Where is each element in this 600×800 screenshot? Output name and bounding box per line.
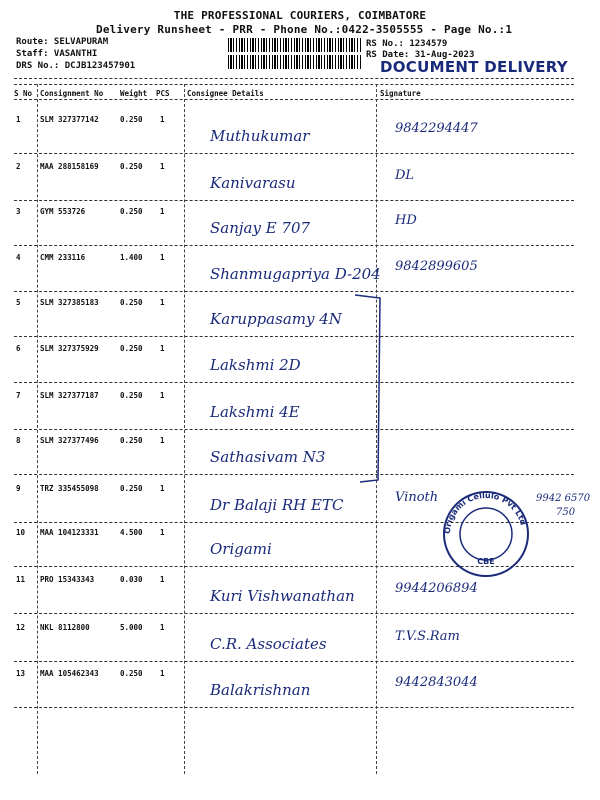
row-pcs: 1 <box>160 298 165 307</box>
row-sno: 2 <box>16 162 21 171</box>
row-signature-handwritten: 9842899605 <box>395 259 478 274</box>
row-signature-handwritten: 9842294447 <box>395 121 478 136</box>
row-consignment-no: MAA 104123331 <box>40 528 99 537</box>
row-weight: 0.250 <box>120 669 143 678</box>
row-consignee-handwritten: C.R. Associates <box>210 635 327 653</box>
row-consignee-handwritten: Sathasivam N3 <box>210 448 326 466</box>
row-sno: 6 <box>16 344 21 353</box>
row-consignee-handwritten: Sanjay E 707 <box>210 219 311 237</box>
row-pcs: 1 <box>160 623 165 632</box>
row-weight: 0.250 <box>120 436 143 445</box>
row-sno: 12 <box>16 623 26 632</box>
row-signature-handwritten: 9442843044 <box>395 675 478 690</box>
row-consignment-no: SLM 327377187 <box>40 391 99 400</box>
row-consignment-no: NKL 8112800 <box>40 623 90 632</box>
row-separator <box>14 429 574 430</box>
col-consignment: Consignment No <box>40 89 104 98</box>
company-title: THE PROFESSIONAL COURIERS, COIMBATORE <box>173 9 427 22</box>
row-weight: 4.500 <box>120 528 143 537</box>
row-consignment-no: SLM 327385183 <box>40 298 99 307</box>
row-consignment-no: MAA 288158169 <box>40 162 99 171</box>
svg-text:Origami Cellulo Pvt Ltd <box>443 491 528 534</box>
row-weight: 0.250 <box>120 115 143 124</box>
row-signature-handwritten: DL <box>395 168 415 183</box>
col-sno: S No <box>14 89 33 98</box>
stamp-icon <box>440 488 532 580</box>
company-stamp <box>440 488 532 580</box>
row-separator <box>14 707 574 708</box>
row-consignee-handwritten: Lakshmi 2D <box>210 356 301 374</box>
separator <box>14 99 574 100</box>
row-pcs: 1 <box>160 528 165 537</box>
row-pcs: 1 <box>160 207 165 216</box>
row-weight: 0.030 <box>120 575 143 584</box>
separator <box>14 78 574 79</box>
row-consignee-handwritten: Muthukumar <box>210 127 310 145</box>
row-consignment-no: PRO 15343343 <box>40 575 95 584</box>
row-pcs: 1 <box>160 162 165 171</box>
row-sno: 1 <box>16 115 21 124</box>
row-separator <box>14 245 574 246</box>
runsheet-line: Delivery Runsheet - PRR - Phone No.:0422-3505555 - Page No.:1 <box>96 23 513 36</box>
col-consignee: Consignee Details <box>187 89 264 98</box>
row-weight: 5.000 <box>120 623 143 632</box>
row-sno: 7 <box>16 391 21 400</box>
row-weight: 0.250 <box>120 298 143 307</box>
row-sno: 3 <box>16 207 21 216</box>
col-weight: Weight <box>120 89 148 98</box>
row-separator <box>14 200 574 201</box>
row-pcs: 1 <box>160 391 165 400</box>
row-separator <box>14 661 574 662</box>
row-separator <box>14 382 574 383</box>
rs-date: RS Date: 31-Aug-2023 <box>366 50 475 60</box>
handwritten-note: 9942 6570 <box>536 493 591 504</box>
row-pcs: 1 <box>160 484 165 493</box>
row-pcs: 1 <box>160 575 165 584</box>
row-sno: 13 <box>16 669 26 678</box>
row-sno: 5 <box>16 298 21 307</box>
drs-label: DRS No.: DCJB123457901 <box>16 61 136 71</box>
row-consignee-handwritten: Lakshmi 4E <box>210 403 300 421</box>
row-separator <box>14 336 574 337</box>
row-sno: 8 <box>16 436 21 445</box>
row-signature-handwritten: HD <box>395 213 417 228</box>
staff-label: Staff: VASANTHI <box>16 49 98 59</box>
row-consignee-handwritten: Kanivarasu <box>210 174 296 192</box>
handwritten-note: 750 <box>556 507 576 518</box>
row-signature-handwritten: Vinoth <box>395 490 439 505</box>
row-pcs: 1 <box>160 115 165 124</box>
route-label: Route: SELVAPURAM <box>16 37 109 47</box>
row-consignee-handwritten: Origami <box>210 540 272 558</box>
row-sno: 4 <box>16 253 21 262</box>
stamp-inner-text: CBE <box>477 557 495 566</box>
row-separator <box>14 474 574 475</box>
row-consignee-handwritten: Balakrishnan <box>210 681 311 699</box>
stamp-outer-text: Origami Cellulo Pvt Ltd <box>442 490 528 535</box>
row-pcs: 1 <box>160 436 165 445</box>
row-weight: 0.250 <box>120 344 143 353</box>
row-consignee-handwritten: Dr Balaji RH ETC <box>210 496 344 514</box>
row-consignment-no: TRZ 335455098 <box>40 484 99 493</box>
barcode-top <box>228 38 362 52</box>
row-weight: 0.250 <box>120 207 143 216</box>
row-pcs: 1 <box>160 669 165 678</box>
row-separator <box>14 613 574 614</box>
row-weight: 1.400 <box>120 253 143 262</box>
row-sno: 11 <box>16 575 26 584</box>
row-pcs: 1 <box>160 344 165 353</box>
separator <box>14 84 574 85</box>
row-consignment-no: SLM 327375929 <box>40 344 99 353</box>
col-signature: Signature <box>380 89 421 98</box>
rs-number: RS No.: 1234579 <box>366 39 448 49</box>
row-weight: 0.250 <box>120 162 143 171</box>
row-consignment-no: MAA 105462343 <box>40 669 99 678</box>
row-consignment-no: GYM 553726 <box>40 207 86 216</box>
row-consignment-no: SLM 327377496 <box>40 436 99 445</box>
row-sno: 10 <box>16 528 26 537</box>
row-consignee-handwritten: Kuri Vishwanathan <box>210 587 355 605</box>
delivery-type-stamp: DOCUMENT DELIVERY <box>380 58 568 76</box>
row-weight: 0.250 <box>120 391 143 400</box>
row-separator <box>14 153 574 154</box>
row-consignment-no: CMM 233116 <box>40 253 86 262</box>
col-pcs: PCS <box>156 89 170 98</box>
row-consignment-no: SLM 327377142 <box>40 115 99 124</box>
bracket-mark-icon <box>350 290 390 490</box>
row-consignee-handwritten: Shanmugapriya D-204 <box>210 265 381 283</box>
row-signature-handwritten: 9944206894 <box>395 581 478 596</box>
row-separator <box>14 291 574 292</box>
row-sno: 9 <box>16 484 21 493</box>
barcode-bottom <box>228 55 362 69</box>
row-consignee-handwritten: Karuppasamy 4N <box>210 310 342 328</box>
row-weight: 0.250 <box>120 484 143 493</box>
row-signature-handwritten: T.V.S.Ram <box>395 629 460 644</box>
row-pcs: 1 <box>160 253 165 262</box>
